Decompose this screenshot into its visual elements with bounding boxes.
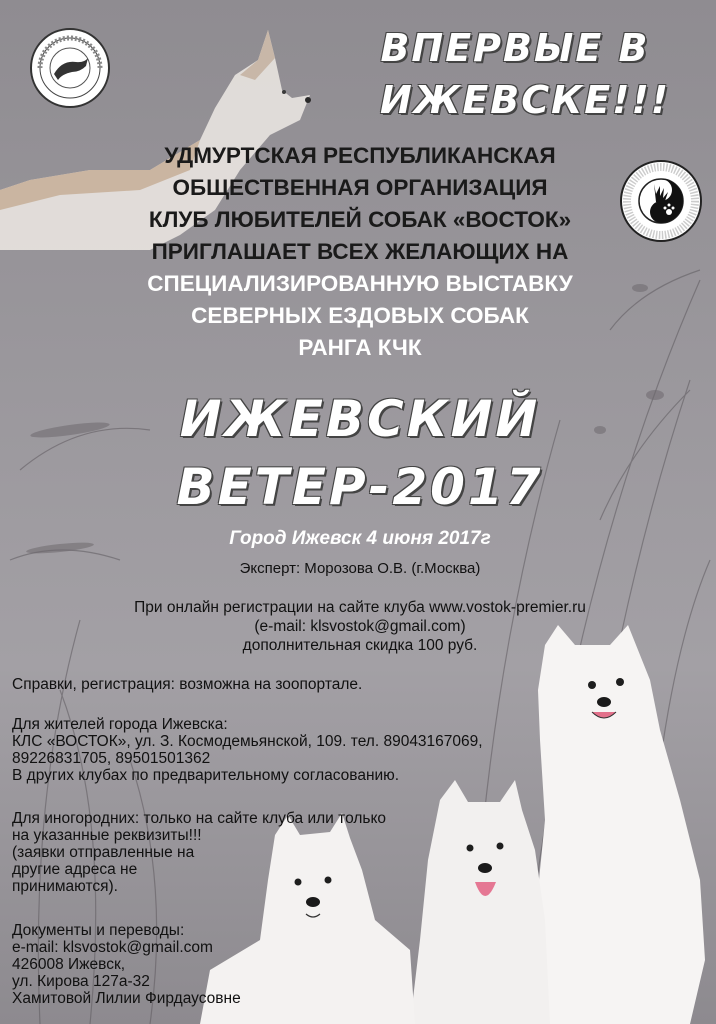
online-registration xyxy=(60,598,660,655)
show-title xyxy=(150,385,570,521)
documents-line-1: Документы и переводы: xyxy=(12,922,185,939)
first-time-line2: ИЖЕВСКЕ!!! xyxy=(380,78,671,122)
org-line-4: ПРИГЛАШАЕТ ВСЕХ ЖЕЛАЮЩИХ НА xyxy=(151,239,569,264)
org-line-6: СЕВЕРНЫХ ЕЗДОВЫХ СОБАК xyxy=(191,303,529,328)
vostok-club-logo-icon xyxy=(622,162,700,240)
org-line-5: СПЕЦИАЛИЗИРОВАННУЮ ВЫСТАВКУ xyxy=(147,271,573,296)
dog-federation-logo xyxy=(30,28,110,108)
organization-invitation xyxy=(100,140,620,364)
org-line-3: КЛУБ ЛЮБИТЕЛЕЙ СОБАК «ВОСТОК» xyxy=(148,207,572,232)
first-time-line1: ВПЕРВЫЕ В xyxy=(380,26,650,70)
nonresidents-line-3: (заявки отправленные на xyxy=(12,844,195,861)
nonresidents-line-2: на указанные реквизиты!!! xyxy=(12,827,202,844)
reference-line: Справки, регистрация: возможна на зоопортале. xyxy=(12,676,363,693)
expert: Эксперт: Морозова О.В. (г.Москва) xyxy=(239,560,481,577)
documents-line-5: Хамитовой Лилии Фирдаусовне xyxy=(12,990,241,1007)
city-date: Город Ижевск 4 июня 2017г xyxy=(229,528,491,549)
org-line-1: УДМУРТСКАЯ РЕСПУБЛИКАНСКАЯ xyxy=(164,143,556,168)
nonresidents-line-1: Для иногородних: только на сайте клуба или только xyxy=(12,810,387,827)
documents-line-4: ул. Кирова 127а-32 xyxy=(12,973,150,990)
nonresidents-line-4: другие адреса не xyxy=(12,861,138,878)
org-line-2: ОБЩЕСТВЕННАЯ ОРГАНИЗАЦИЯ xyxy=(172,175,548,200)
documents-info xyxy=(12,922,241,1007)
residents-info xyxy=(12,716,483,784)
documents-line-2: e-mail: klsvostok@gmail.com xyxy=(12,939,213,956)
residents-line-1: Для жителей города Ижевска: xyxy=(12,716,228,733)
first-time-headline xyxy=(380,22,671,126)
nonresidents-line-5: принимаются). xyxy=(12,878,118,895)
reference-info xyxy=(12,676,362,693)
residents-line-3: 89226831705, 89501501362 xyxy=(12,750,211,767)
online-line-3: дополнительная скидка 100 руб. xyxy=(242,637,478,654)
org-line-7: РАНГА КЧК xyxy=(298,335,422,360)
online-line-1: При онлайн регистрации на сайте клуба www.vostok-premier.ru xyxy=(134,599,586,616)
nonresidents-info xyxy=(12,810,386,895)
documents-line-3: 426008 Ижевск, xyxy=(12,956,126,973)
vostok-club-logo xyxy=(620,160,702,242)
show-title-line1: ИЖЕВСКИЙ xyxy=(179,390,541,448)
residents-line-2: КЛС «ВОСТОК», ул. З. Космодемьянской, 109. тел. 89043167069, xyxy=(12,733,483,750)
dog-federation-logo-icon xyxy=(32,30,108,106)
show-title-line2: ВЕТЕР-2017 xyxy=(176,458,544,516)
online-line-2: (e-mail: klsvostok@gmail.com) xyxy=(254,618,466,635)
residents-line-4: В других клубах по предварительному согласованию. xyxy=(12,767,400,784)
